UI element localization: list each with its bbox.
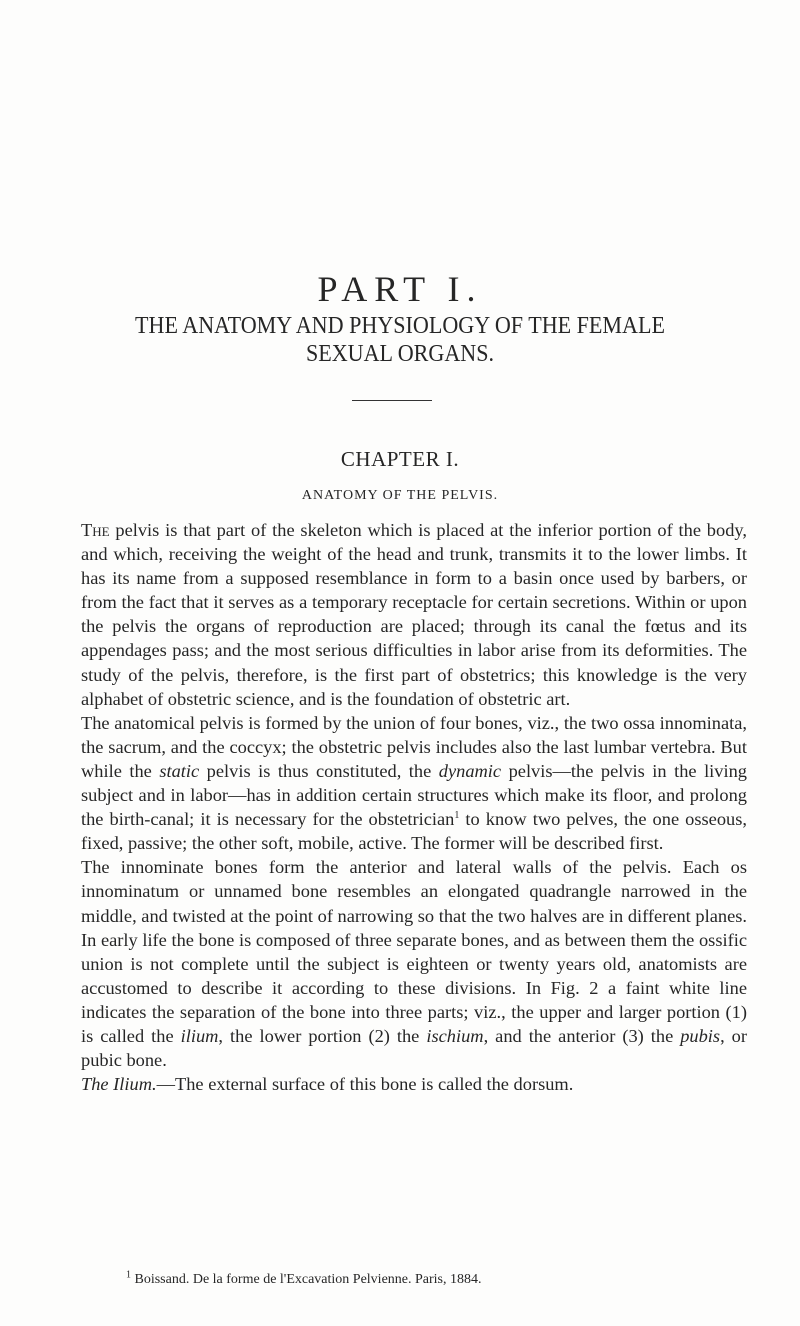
footnote-reference[interactable]: 1 [454,810,460,821]
footnote-marker: 1 [126,1269,131,1281]
body-text [81,518,747,1096]
footnote [126,1269,746,1288]
paragraph-2-text-c: pelvis—the pelvis in the living subject and in labor—has in addition certain structures which make its floor, and prolong the birth-canal; it is necessary for the obstetrician [81,760,747,830]
paragraph-3-text-c: , and the anterior (3) the [483,1025,681,1046]
emphasis-ilium: ilium [180,1025,219,1046]
paragraph-4-text: —The external surface of this bone is called the dorsum. [156,1074,574,1095]
chapter-heading: CHAPTER I. [340,447,460,471]
paragraph-4 [81,1072,747,1096]
book-title-line-1: THE ANATOMY AND PHYSIOLOGY OF THE FEMALE [135,313,665,339]
emphasis-dynamic: dynamic [438,760,502,781]
paragraph-2 [81,711,747,856]
paragraph-3-text-a: The innominate bones form the anterior and lateral walls of the pelvis. Each os innominatum or unnamed bone resembles an elongated quadrangle narrowed in the middle, and twisted at the point of narrowing so that the two halves are in different planes. In early life the bone is composed of three separate bones, and as between them the ossific union is not complete until the subject is eighteen or twenty years old, anatomists are accustomed to describe it according to these divisions. In Fig. 2 a faint white line indicates the separation of the bone into three parts; viz., the upper and larger portion (1) is called the [81,857,747,1046]
emphasis-static: static [159,760,200,781]
footnote-text: Boissand. De la forme de l'Excavation Pelvienne. Paris, 1884. [131,1272,482,1287]
paragraph-1 [81,518,747,711]
emphasis-ischium: ischium [426,1025,484,1046]
paragraph-3 [81,855,747,1072]
book-title [32,312,768,368]
paragraph-3-text-d: , or pubic bone. [81,1025,747,1071]
paragraph-2-text-b: pelvis is thus constituted, the [199,760,439,781]
paragraph-1-text: pelvis is that part of the skeleton which is placed at the inferior portion of the body, and which, receiving the weight of the head and trunk, transmits it to the lower limbs. It has its name from a supposed resemblance in form to a basin once used by barbers, or from the fact that it serves as a temporary receptacle for certain secretions. Within or upon the pelvis the organs of reproduction are placed; through its canal the fœtus and its appendages pass; and the most serious difficulties in labor arise from its deformities. The study of the pelvis, therefore, is the first part of obstetrics; this knowledge is the very alphabet of obstetric science, and is the foundation of obstetric art. [81,520,747,709]
drop-word: The [81,520,110,540]
part-heading: PART I. [317,269,483,309]
paragraph-3-text-b: , the lower portion (2) the [218,1025,427,1046]
subheading-ilium: The Ilium. [81,1074,157,1095]
book-title-line-2: SEXUAL ORGANS. [305,341,495,367]
emphasis-pubis: pubis [680,1025,721,1046]
paragraph-2-text-a: The anatomical pelvis is formed by the union of four bones, viz., the two ossa innominata, the sacrum, and the coccyx; the obstetric pelvis includes also the last lumbar vertebra. But while the [81,712,747,781]
title-divider [352,400,432,401]
paragraph-2-text-d: to know two pelves, the one osseous, fixed, passive; the other soft, mobile, active. The former will be described first. [81,809,747,854]
section-heading: ANATOMY OF THE PELVIS. [301,488,499,503]
